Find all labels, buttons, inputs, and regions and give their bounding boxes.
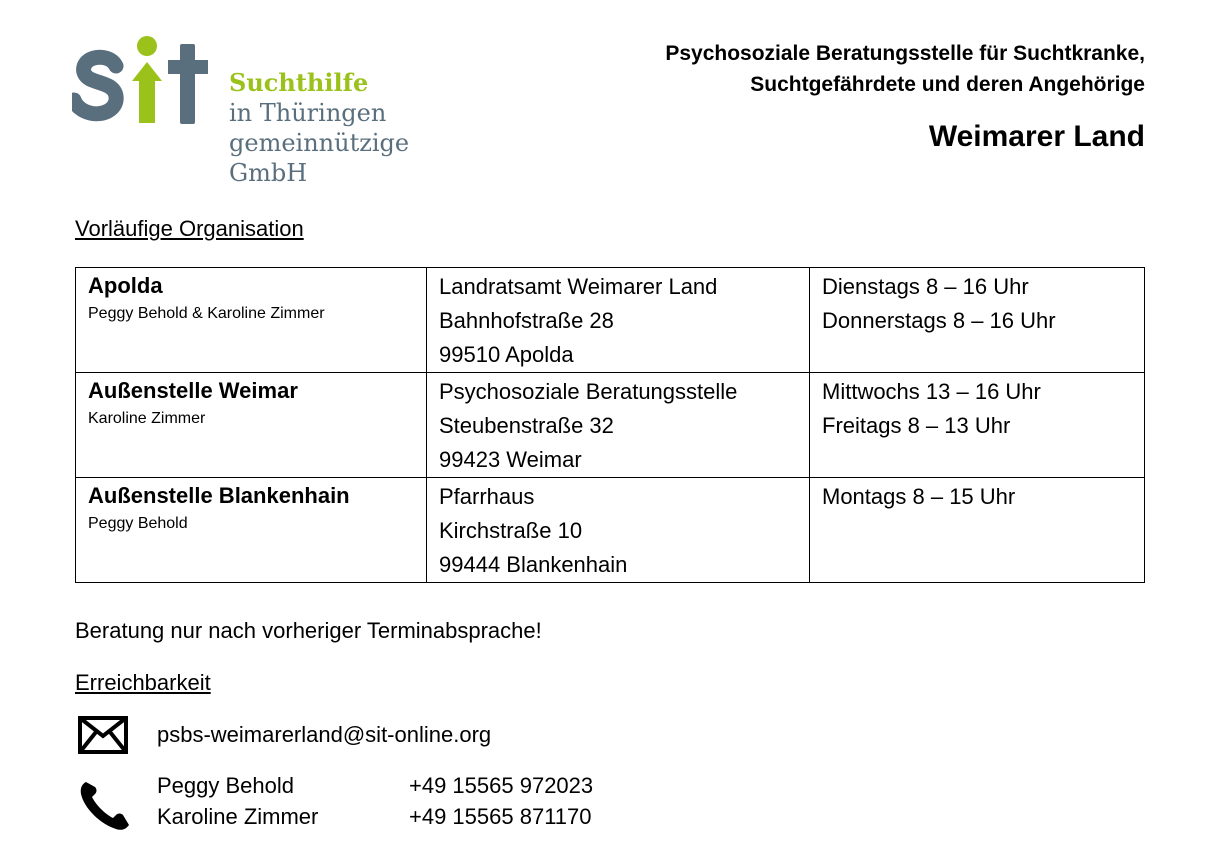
hours-cell: [810, 373, 1145, 478]
address-line: 99510 Apolda: [439, 342, 574, 367]
table-row: [76, 373, 1145, 478]
envelope-icon: [78, 716, 128, 754]
hours-line: Donnerstags 8 – 16 Uhr: [822, 308, 1056, 333]
address-cell: [427, 478, 810, 583]
location-cell: [76, 478, 427, 583]
organisation-logo: [72, 36, 432, 186]
hours-cell: [810, 268, 1145, 373]
logo-line-3: gemeinnützige: [229, 129, 410, 157]
email-address[interactable]: psbs-weimarerland@sit-online.org: [157, 722, 492, 747]
sit-logo-mark: [72, 36, 212, 128]
logo-line-1: Suchthilfe: [229, 68, 369, 97]
location-cell: [76, 268, 427, 373]
phone-number[interactable]: +49 15565 871170: [409, 804, 592, 829]
hours-line: Montags 8 – 15 Uhr: [822, 484, 1016, 509]
location-name: Apolda: [88, 273, 163, 298]
hours-line: Mittwochs 13 – 16 Uhr: [822, 379, 1041, 404]
address-line: Psychosoziale Beratungsstelle: [439, 379, 738, 404]
organisation-heading: Vorläufige Organisation: [75, 216, 304, 241]
header-line-2: Suchtgefährdete und deren Angehörige: [750, 73, 1145, 96]
phone-contact-name: Karoline Zimmer: [157, 804, 319, 829]
locations-table: [75, 267, 1145, 583]
region-title: Weimarer Land: [928, 120, 1145, 153]
location-staff: Peggy Behold & Karoline Zimmer: [88, 305, 325, 322]
table-row: [76, 268, 1145, 373]
hours-line: Freitags 8 – 13 Uhr: [822, 413, 1011, 438]
appointment-note: Beratung nur nach vorheriger Terminabsprache!: [75, 618, 542, 643]
hours-cell: [810, 478, 1145, 583]
address-line: Pfarrhaus: [439, 484, 535, 509]
table-row: [76, 478, 1145, 583]
location-staff: Karoline Zimmer: [88, 410, 206, 427]
reachability-heading: Erreichbarkeit: [75, 670, 211, 695]
address-line: 99444 Blankenhain: [439, 552, 628, 577]
hours-line: Dienstags 8 – 16 Uhr: [822, 274, 1029, 299]
phone-icon: [78, 776, 134, 832]
header-line-1: Psychosoziale Beratungsstelle für Suchtkranke,: [665, 42, 1145, 65]
address-line: 99423 Weimar: [439, 447, 582, 472]
phone-contact-name: Peggy Behold: [157, 773, 294, 798]
address-line: Kirchstraße 10: [439, 518, 583, 543]
location-name: Außenstelle Blankenhain: [88, 483, 350, 508]
address-line: Landratsamt Weimarer Land: [439, 274, 718, 299]
address-cell: [427, 373, 810, 478]
address-cell: [427, 268, 810, 373]
logo-wordmark: [229, 68, 409, 188]
logo-line-2: in Thüringen: [229, 99, 387, 127]
location-name: Außenstelle Weimar: [88, 378, 298, 403]
logo-line-4: GmbH: [229, 159, 308, 187]
location-cell: [76, 373, 427, 478]
location-staff: Peggy Behold: [88, 515, 188, 532]
address-line: Steubenstraße 32: [439, 413, 614, 438]
phone-number[interactable]: +49 15565 972023: [409, 773, 594, 798]
address-line: Bahnhofstraße 28: [439, 308, 614, 333]
header-subtitle: [665, 38, 1145, 100]
